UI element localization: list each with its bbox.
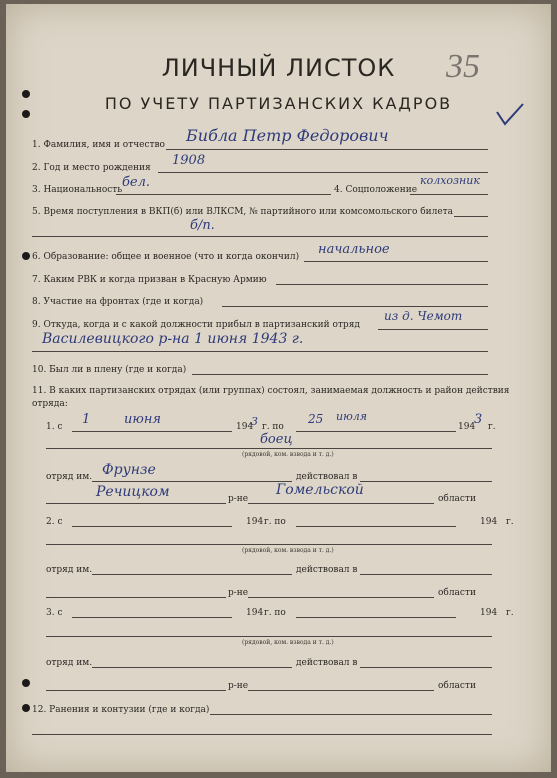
sheet-number: 35	[446, 48, 480, 85]
field-line	[46, 636, 492, 637]
field-label-education: 6. Образование: общее и военное (что и когда окончил)	[32, 252, 300, 262]
field-value-name: Библа Петр Федорович	[186, 126, 389, 145]
binder-hole	[22, 679, 30, 687]
label-oblasti: области	[438, 588, 476, 598]
field-value-origin-2: Василевицкого р-на 1 июня 1943 г.	[42, 331, 304, 347]
field-line	[248, 503, 434, 504]
field-line	[72, 617, 232, 618]
field-line	[276, 284, 488, 285]
field-line	[32, 351, 488, 352]
entry-g: г.	[488, 422, 496, 432]
field-label-party: 5. Время поступления в ВКП(б) или ВЛКСМ, № партийного или комсомольского билета	[32, 207, 454, 217]
field-line	[296, 526, 456, 527]
field-label-units: 11. В каких партизанских отрядах (или группах) состоял, занимаемая должность и район действия отряда:	[32, 386, 510, 409]
field-line	[248, 690, 434, 691]
field-label-fronts: 8. Участие на фронтах (где и когда)	[32, 297, 204, 307]
field-line	[116, 194, 331, 195]
label-dejstvoval: действовал в	[296, 658, 358, 668]
field-value-birth: 1908	[172, 153, 206, 168]
field-line	[92, 667, 292, 668]
entry-district: Речицком	[96, 484, 170, 500]
field-line	[32, 734, 492, 735]
field-line	[378, 329, 488, 330]
entry-g-po: г. по	[262, 422, 284, 432]
field-line	[454, 216, 488, 217]
entry-to-day: 25	[308, 412, 324, 426]
position-hint: (рядовой, ком. взвода и т. д.)	[242, 639, 334, 646]
field-line	[296, 431, 456, 432]
label-rne: р-не	[228, 681, 249, 691]
binder-hole	[22, 252, 30, 260]
label-dejstvoval: действовал в	[296, 565, 358, 575]
entry-from-year: 194	[246, 517, 264, 527]
field-label-birth: 2. Год и место рождения	[32, 163, 151, 173]
entry-to-year: 194	[480, 608, 498, 618]
entry-to-month: июля	[336, 410, 368, 423]
field-line	[46, 544, 492, 545]
field-line	[210, 714, 492, 715]
field-line	[360, 481, 492, 482]
position-hint: (рядовой, ком. взвода и т. д.)	[242, 547, 334, 554]
field-line	[248, 597, 434, 598]
field-label-conscription: 7. Каким РВК и когда призван в Красную Армию	[32, 275, 267, 285]
label-oblasti: области	[438, 494, 476, 504]
field-label-origin: 9. Откуда, когда и с какой должности прибыл в партизанский отряд	[32, 320, 360, 330]
entry-from-day: 1	[82, 412, 91, 427]
field-line	[46, 448, 492, 449]
entry-from-month: июня	[124, 412, 161, 427]
field-line	[222, 306, 488, 307]
label-oblasti: области	[438, 681, 476, 691]
field-value-party: б/п.	[190, 218, 215, 233]
field-line	[46, 690, 226, 691]
entry-from-year: 194	[236, 422, 254, 432]
field-label-social: 4. Соцположение	[334, 185, 418, 195]
field-line	[410, 194, 488, 195]
field-value-social: колхозник	[420, 174, 480, 187]
entry-g: г.	[506, 517, 514, 527]
field-label-wounds: 12. Ранения и контузии (где и когда)	[32, 705, 210, 715]
field-line	[72, 526, 232, 527]
label-otryad: отряд им.	[46, 472, 93, 482]
field-line	[32, 236, 488, 237]
entry-to-year: 194	[458, 422, 476, 432]
label-otryad: отряд им.	[46, 658, 93, 668]
entry-number: 1. с	[46, 422, 63, 432]
field-line	[158, 172, 488, 173]
field-line	[166, 149, 488, 150]
field-line	[296, 617, 456, 618]
entry-unit: Фрунзе	[102, 462, 156, 478]
field-line	[360, 667, 492, 668]
field-label-name: 1. Фамилия, имя и отчество	[32, 140, 165, 150]
entry-g: г.	[506, 608, 514, 618]
binder-hole	[22, 704, 30, 712]
field-line	[92, 574, 292, 575]
field-value-nationality: бел.	[122, 175, 151, 190]
entry-position: боец	[260, 432, 293, 447]
entry-from-year-digit: 3	[251, 415, 258, 428]
entry-g-po: г. по	[264, 517, 286, 527]
field-line	[92, 481, 292, 482]
entry-g-po: г. по	[264, 608, 286, 618]
entry-to-year: 194	[480, 517, 498, 527]
field-line	[192, 374, 488, 375]
field-line	[46, 503, 226, 504]
checkmark-icon	[495, 102, 525, 126]
field-value-origin: из д. Чемот	[384, 309, 463, 323]
form-title: ЛИЧНЫЙ ЛИСТОК	[161, 54, 396, 82]
field-value-education: начальное	[318, 242, 390, 257]
field-line	[360, 574, 492, 575]
field-line	[304, 261, 488, 262]
label-otryad: отряд им.	[46, 565, 93, 575]
entry-to-year-digit: 3	[474, 412, 483, 427]
field-line	[46, 597, 226, 598]
entry-from-year: 194	[246, 608, 264, 618]
field-label-captivity: 10. Был ли в плену (где и когда)	[32, 365, 187, 375]
document-sheet	[6, 4, 551, 772]
label-rne: р-не	[228, 494, 249, 504]
label-rne: р-не	[228, 588, 249, 598]
label-dejstvoval: действовал в	[296, 472, 358, 482]
entry-region: Гомельской	[276, 482, 364, 498]
entry-number: 3. с	[46, 608, 63, 618]
position-hint: (рядовой, ком. взвода и т. д.)	[242, 451, 334, 458]
field-line	[72, 431, 232, 432]
form-subtitle: ПО УЧЕТУ ПАРТИЗАНСКИХ КАДРОВ	[104, 94, 453, 113]
field-label-nationality: 3. Национальность	[32, 185, 123, 195]
entry-number: 2. с	[46, 517, 63, 527]
